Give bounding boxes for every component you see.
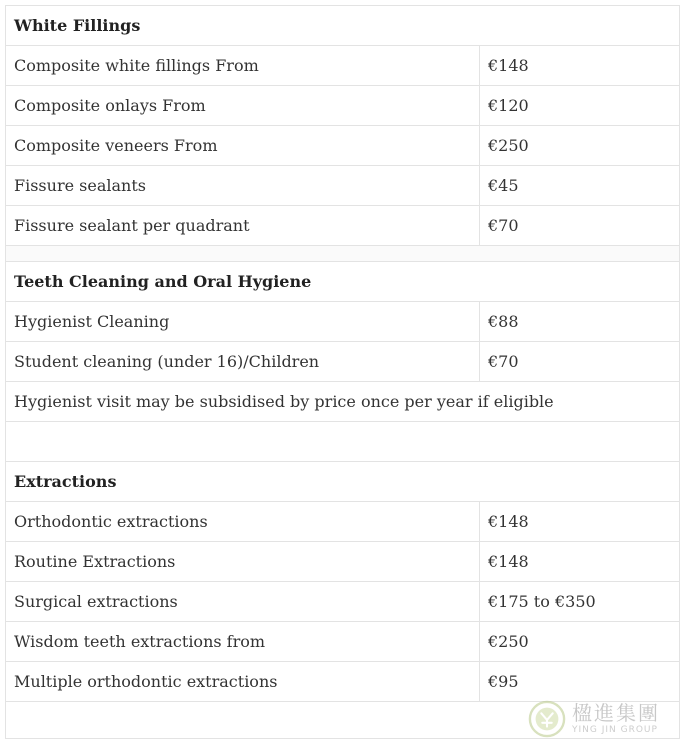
- section-header-cleaning: [5, 261, 680, 301]
- item-price: €70: [488, 352, 519, 371]
- empty-row: [5, 421, 680, 461]
- item-name: Hygienist Cleaning: [6, 302, 480, 341]
- item-price: €148: [488, 56, 529, 75]
- item-name: Wisdom teeth extractions from: [6, 622, 480, 661]
- price-table: [5, 5, 680, 739]
- section-title: White Fillings: [14, 16, 141, 35]
- table-row: [5, 581, 680, 621]
- watermark-english: YING JIN GROUP: [572, 725, 658, 735]
- section-spacer: [5, 245, 680, 261]
- table-row: [5, 301, 680, 341]
- table-row: [5, 541, 680, 581]
- item-price: €45: [488, 176, 519, 195]
- item-price: €250: [488, 136, 529, 155]
- item-name: Student cleaning (under 16)/Children: [6, 342, 480, 381]
- table-row: [5, 45, 680, 85]
- watermark-chinese: 楹進集團: [572, 701, 660, 725]
- item-price: €95: [488, 672, 519, 691]
- table-row: [5, 205, 680, 245]
- item-name: Composite onlays From: [6, 86, 480, 125]
- section-title: Extractions: [14, 472, 117, 491]
- section-title: Teeth Cleaning and Oral Hygiene: [14, 272, 312, 291]
- table-row: [5, 125, 680, 165]
- table-row: [5, 341, 680, 381]
- table-row: [5, 165, 680, 205]
- item-price: €148: [488, 552, 529, 571]
- item-price: €70: [488, 216, 519, 235]
- watermark: [528, 700, 660, 738]
- item-name: Composite veneers From: [6, 126, 480, 165]
- item-price: €120: [488, 96, 529, 115]
- item-name: Fissure sealant per quadrant: [6, 206, 480, 245]
- table-row: [5, 621, 680, 661]
- item-name: Multiple orthodontic extractions: [6, 662, 480, 701]
- yingjin-logo-icon: [528, 700, 566, 738]
- note-row: [5, 381, 680, 421]
- section-header-white-fillings: [5, 5, 680, 45]
- item-name: Orthodontic extractions: [6, 502, 480, 541]
- item-price: €148: [488, 512, 529, 531]
- table-row: [5, 501, 680, 541]
- item-price: €175 to €350: [488, 592, 596, 611]
- table-row: [5, 85, 680, 125]
- item-price: €250: [488, 632, 529, 651]
- item-name: Routine Extractions: [6, 542, 480, 581]
- table-row: [5, 661, 680, 701]
- section-header-extractions: [5, 461, 680, 501]
- item-name: Surgical extractions: [6, 582, 480, 621]
- item-name: Fissure sealants: [6, 166, 480, 205]
- hygienist-note: Hygienist visit may be subsidised by price once per year if eligible: [14, 392, 554, 411]
- item-price: €88: [488, 312, 519, 331]
- item-name: Composite white fillings From: [6, 46, 480, 85]
